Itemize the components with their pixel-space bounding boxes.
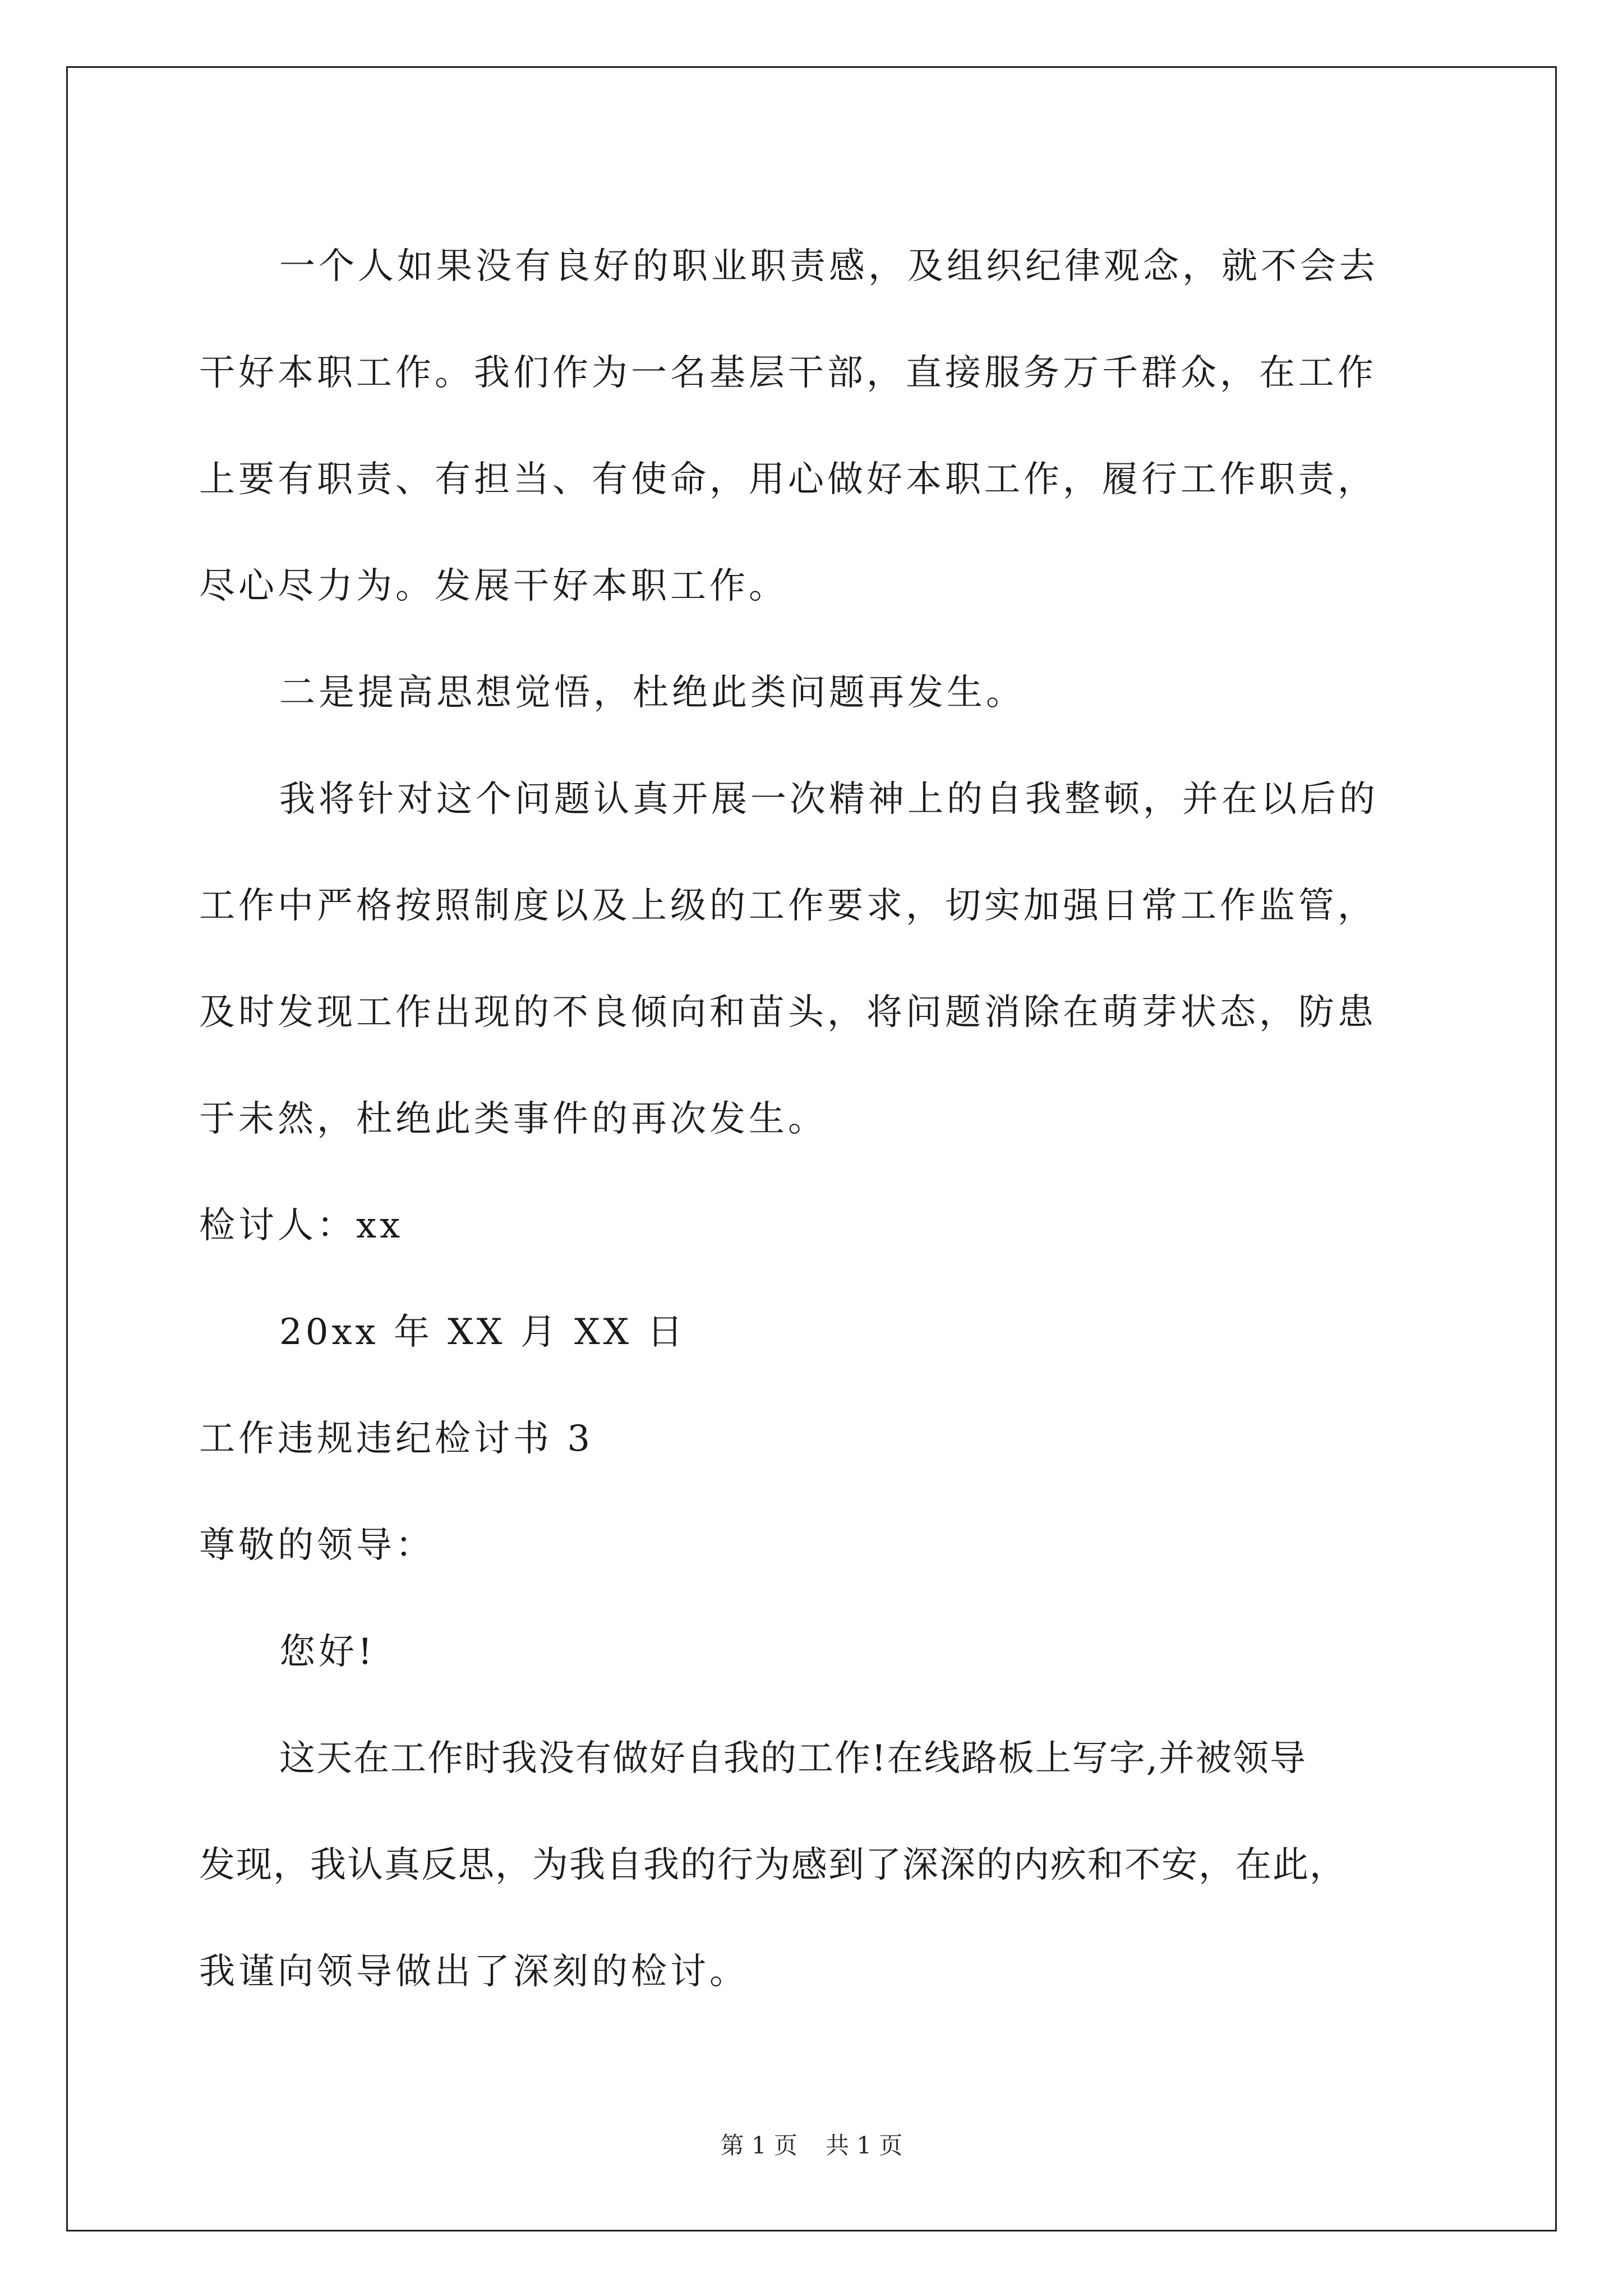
paragraph-line: 这天在工作时我没有做好自我的工作!在线路板上写字,并被领导	[279, 1738, 1307, 1779]
paragraph-line: 于未然，杜绝此类事件的再次发生。	[199, 1098, 827, 1140]
date-line: 20xx 年 XX 月 XX 日	[279, 1312, 686, 1353]
paragraph-line: 二是提高思想觉悟，杜绝此类问题再发生。	[279, 672, 1025, 714]
page-count: 共 1 页	[826, 2132, 903, 2159]
page-number: 第 1 页	[720, 2132, 797, 2159]
paragraph-line: 我谨向领导做出了深刻的检讨。	[199, 1951, 749, 1993]
paragraph-line: 工作中严格按照制度以及上级的工作要求，切实加强日常工作监管，	[199, 885, 1377, 927]
paragraph-line: 我将针对这个问题认真开展一次精神上的自我整顿，并在以后的	[279, 779, 1378, 820]
page-footer	[0, 2127, 1623, 2161]
paragraph-line: 发现，我认真反思，为我自我的行为感到了深深的内疚和不安，在此，	[199, 1844, 1347, 1886]
document-body	[199, 213, 1467, 2025]
paragraph-line: 及时发现工作出现的不良倾向和苗头，将问题消除在萌芽状态，防患	[199, 992, 1377, 1033]
paragraph-line: 尽心尽力为。发展干好本职工作。	[199, 565, 788, 607]
paragraph-line: 上要有职责、有担当、有使命，用心做好本职工作，履行工作职责，	[199, 459, 1377, 500]
paragraph-line: 干好本职工作。我们作为一名基层干部，直接服务万千群众，在工作	[199, 352, 1377, 394]
paragraph-line: 一个人如果没有良好的职业职责感，及组织纪律观念，就不会去	[279, 246, 1378, 287]
greeting: 您好!	[279, 1631, 376, 1673]
signer-line: 检讨人：xx	[199, 1205, 404, 1246]
salutation: 尊敬的领导：	[199, 1525, 435, 1566]
section-title: 工作违规违纪检讨书 3	[199, 1418, 594, 1460]
